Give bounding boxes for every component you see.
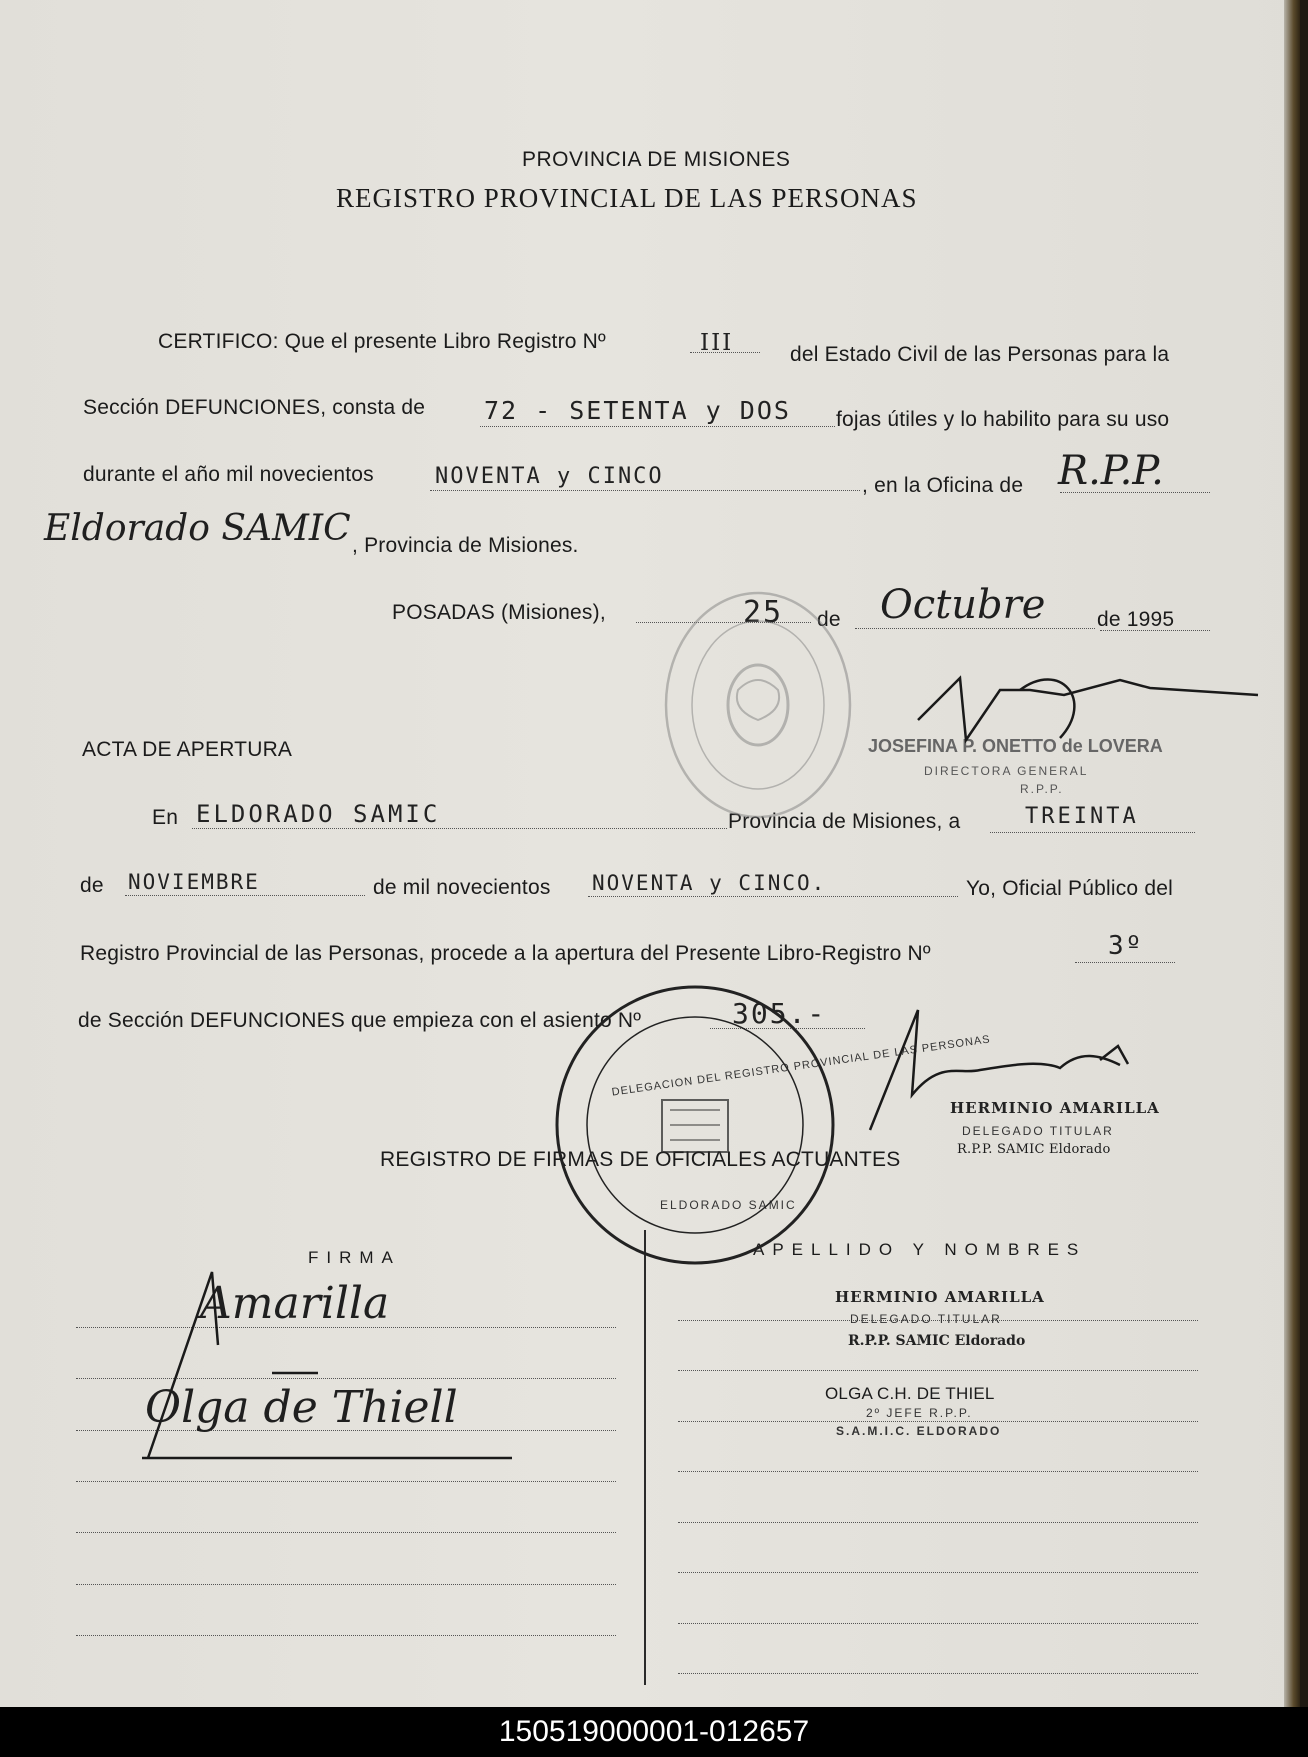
document-code: 150519000001-012657 (498, 1715, 810, 1748)
cert-line4: , Provincia de Misiones. (352, 534, 579, 557)
acta-l1-b: Provincia de Misiones, a (728, 810, 961, 833)
delegate-signature-icon (870, 1010, 1128, 1130)
folios-count: 72 - SETENTA y DOS (484, 396, 791, 425)
director-seal-icon (666, 593, 850, 817)
signature-amarilla: Amarilla (200, 1278, 390, 1329)
acta-l2-c: Yo, Oficial Público del (966, 877, 1173, 900)
director-org: R.P.P. (1020, 782, 1064, 796)
cert-line2-b: fojas útiles y lo habilito para su uso (836, 408, 1170, 431)
acta-entry-number: 305.- (732, 997, 827, 1030)
director-signature-icon (918, 678, 1258, 740)
signature-olga: Olga de Thiell (145, 1382, 458, 1433)
acta-day-words: TREINTA (1025, 804, 1139, 829)
round-stamp-outer: DELEGACION DEL REGISTRO PROVINCIAL DE LAS PERSONAS (611, 1033, 992, 1099)
cert-line1-a: CERTIFICO: Que el presente Libro Registro Nº (158, 330, 606, 353)
acta-l2-a: de (80, 874, 104, 897)
date-de: de (817, 608, 841, 631)
firmas-heading: REGISTRO DE FIRMAS DE OFICIALES ACTUANTES (380, 1148, 901, 1171)
officer2-org: S.A.M.I.C. ELDORADO (836, 1424, 1002, 1438)
acta-place: ELDORADO SAMIC (196, 800, 441, 828)
acta-month: NOVIEMBRE (128, 870, 260, 894)
officer2-name: OLGA C.H. DE THIEL (825, 1384, 995, 1403)
cert-day: 25 (743, 595, 784, 630)
year-words: NOVENTA y CINCO (435, 464, 664, 489)
officer2-title: 2º JEFE R.P.P. (866, 1406, 973, 1420)
acta-book-number: 3º (1108, 931, 1144, 961)
round-stamp-inner: ELDORADO SAMIC (660, 1198, 797, 1212)
col-names: APELLIDO Y NOMBRES (753, 1240, 1087, 1259)
director-name: JOSEFINA P. ONETTO de LOVERA (868, 736, 1163, 756)
delegate-title: DELEGADO TITULAR (962, 1124, 1114, 1138)
acta-year-words: NOVENTA y CINCO. (592, 871, 827, 895)
delegate-name: HERMINIO AMARILLA (950, 1099, 1160, 1117)
cert-month: Octubre (880, 582, 1046, 628)
signature-strokes-icon (142, 1272, 512, 1458)
cert-line2-a: Sección DEFUNCIONES, consta de (83, 396, 426, 419)
delegate-org: R.P.P. SAMIC Eldorado (957, 1142, 1111, 1157)
office-handwritten: R.P.P. (1058, 448, 1164, 494)
province-heading: PROVINCIA DE MISIONES (522, 148, 791, 171)
city-label: POSADAS (Misiones), (392, 601, 606, 624)
acta-l3-a: Registro Provincial de las Personas, procede a la apertura del Presente Libro-Registro Nº (80, 942, 931, 965)
acta-heading: ACTA DE APERTURA (82, 738, 293, 761)
cert-line3-b: , en la Oficina de (862, 474, 1024, 497)
document-code-bar (0, 1707, 1308, 1757)
book-number: III (700, 330, 734, 356)
acta-l2-b: de mil novecientos (373, 876, 551, 899)
officer1-title: DELEGADO TITULAR (850, 1312, 1002, 1326)
officer1-name: HERMINIO AMARILLA (835, 1288, 1045, 1306)
place-handwritten: Eldorado SAMIC (44, 508, 351, 549)
cert-line1-b: del Estado Civil de las Personas para la (790, 343, 1170, 366)
acta-l1-a: En (152, 806, 179, 829)
cert-year: de 1995 (1097, 608, 1175, 631)
registry-heading: REGISTRO PROVINCIAL DE LAS PERSONAS (336, 183, 918, 213)
officer1-org: R.P.P. SAMIC Eldorado (848, 1333, 1026, 1349)
acta-l4-a: de Sección DEFUNCIONES que empieza con el asiento Nº (78, 1009, 642, 1032)
director-title: DIRECTORA GENERAL (924, 764, 1089, 778)
delegation-seal-icon (557, 987, 833, 1263)
col-firma: FIRMA (308, 1248, 401, 1267)
cert-line3-a: durante el año mil novecientos (83, 463, 374, 486)
